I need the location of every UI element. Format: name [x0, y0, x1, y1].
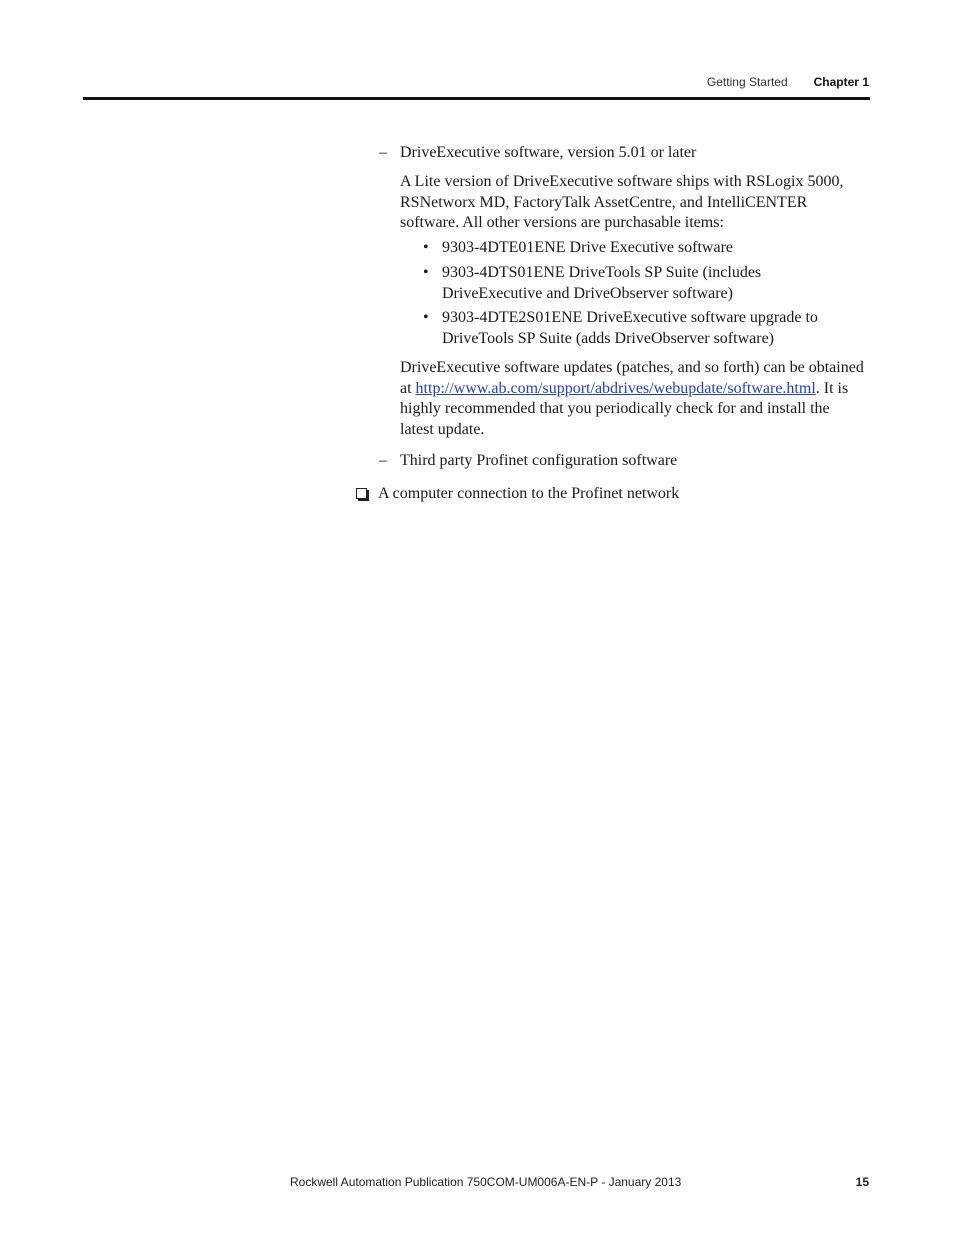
dash-marker: – — [379, 144, 387, 161]
checklist-item-computer-connection — [356, 484, 856, 505]
footer-publication: Rockwell Automation Publication 750COM-UM006A-EN-P - January 2013 — [290, 1175, 682, 1189]
dash-item-third-party — [379, 451, 869, 472]
checklist-item-text: A computer connection to the Profinet network — [378, 485, 680, 502]
page-header — [707, 75, 869, 89]
header-chapter-label: Chapter 1 — [813, 75, 869, 89]
bullet-marker: • — [423, 264, 429, 281]
dash-item-driveexecutive — [379, 143, 869, 164]
software-update-link[interactable]: http://www.ab.com/support/abdrives/webupdate/software.html — [415, 379, 816, 397]
footer-page-number: 15 — [855, 1175, 869, 1189]
bullet-item-2 — [423, 263, 853, 304]
bullet-item-text: 9303-4DTE2S01ENE DriveExecutive software upgrade to DriveTools SP Suite (adds DriveObserver software) — [442, 309, 818, 347]
bullet-marker: • — [423, 309, 429, 326]
updates-text-after: . It is highly recommended that you periodically check for and install the latest update. — [400, 379, 849, 438]
dash-marker: – — [379, 452, 387, 469]
lite-version-paragraph: A Lite version of DriveExecutive software ships with RSLogix 5000, RSNetworx MD, FactoryTalk AssetCentre, and IntelliCENTER software. All other versions are purchasable items: — [400, 173, 844, 231]
dash-item-text: DriveExecutive software, version 5.01 or later — [400, 144, 697, 161]
bullet-item-text: 9303-4DTS01ENE DriveTools SP Suite (includes DriveExecutive and DriveObserver software) — [442, 264, 762, 302]
bullet-item-3 — [423, 308, 853, 349]
bullet-marker: • — [423, 239, 429, 256]
bullet-item-1 — [423, 238, 853, 259]
bullet-item-text: 9303-4DTE01ENE Drive Executive software — [442, 239, 734, 256]
checkbox-icon — [356, 488, 367, 499]
header-section-title: Getting Started — [706, 75, 788, 89]
updates-text-before: DriveExecutive software updates (patches, and so forth) can be obtained at — [400, 359, 864, 397]
header-rule — [83, 97, 870, 100]
dash-item-text: Third party Profinet configuration software — [400, 452, 678, 469]
updates-paragraph — [400, 358, 866, 440]
